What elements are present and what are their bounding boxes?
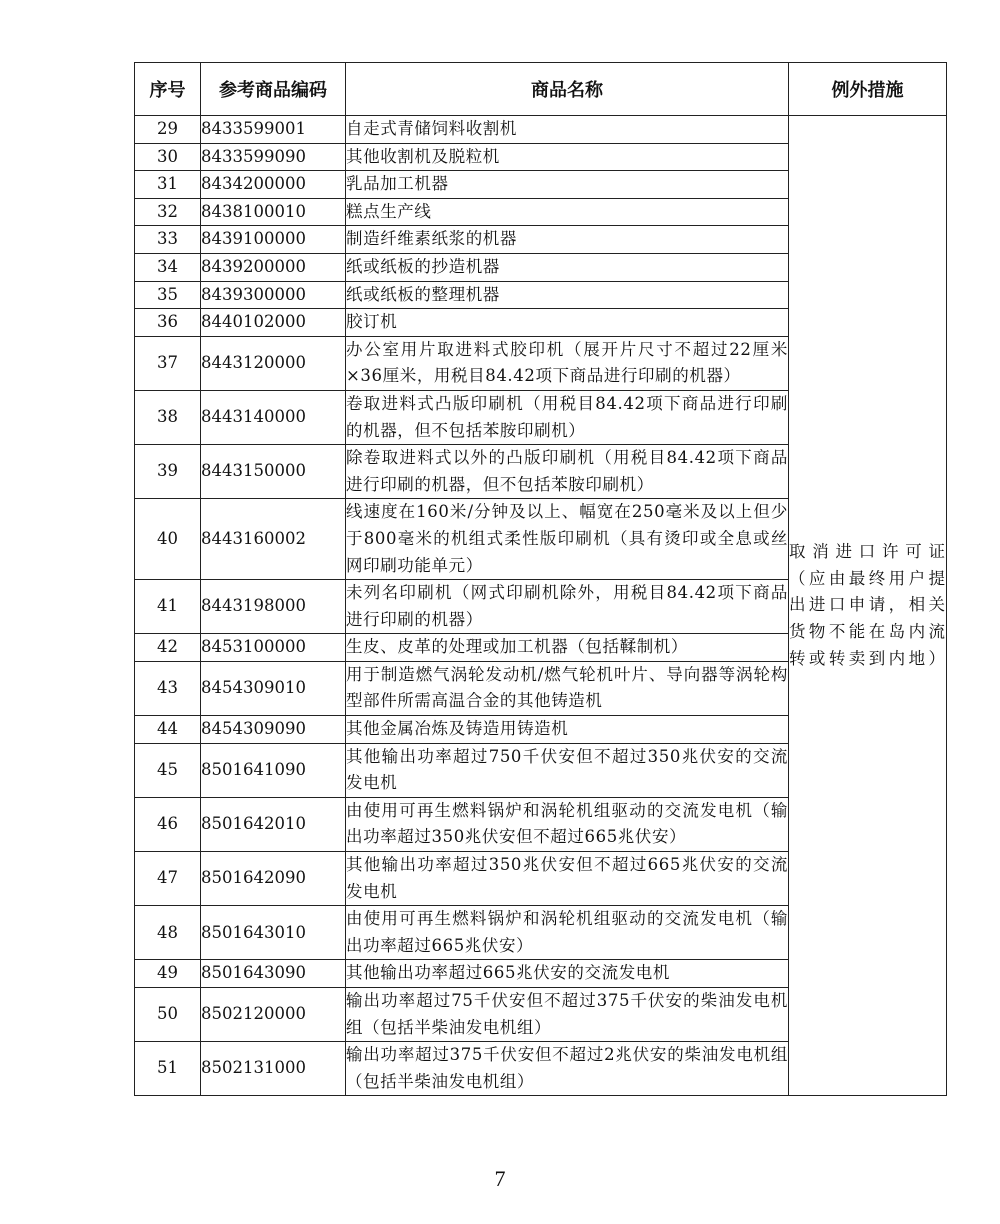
row-serial-number: 46 xyxy=(135,797,201,851)
row-goods-name: 其他输出功率超过750千伏安但不超过350兆伏安的交流发电机 xyxy=(346,743,789,797)
row-serial-number: 43 xyxy=(135,661,201,715)
row-serial-number: 38 xyxy=(135,390,201,444)
row-serial-number: 50 xyxy=(135,988,201,1042)
row-reference-code: 8443160002 xyxy=(201,499,346,580)
row-goods-name: 由使用可再生燃料锅炉和涡轮机组驱动的交流发电机（输出功率超过350兆伏安但不超过665兆伏安） xyxy=(346,797,789,851)
row-serial-number: 49 xyxy=(135,960,201,988)
row-goods-name: 制造纤维素纸浆的机器 xyxy=(346,226,789,254)
row-reference-code: 8502120000 xyxy=(201,988,346,1042)
row-goods-name: 乳品加工机器 xyxy=(346,171,789,199)
row-goods-name: 其他输出功率超过665兆伏安的交流发电机 xyxy=(346,960,789,988)
row-goods-name: 办公室用片取进料式胶印机（展开片尺寸不超过22厘米×36厘米，用税目84.42项下商品进行印刷的机器） xyxy=(346,336,789,390)
row-reference-code: 8501642090 xyxy=(201,852,346,906)
row-goods-name: 纸或纸板的整理机器 xyxy=(346,281,789,309)
row-goods-name: 糕点生产线 xyxy=(346,198,789,226)
row-serial-number: 37 xyxy=(135,336,201,390)
row-goods-name: 生皮、皮革的处理或加工机器（包括鞣制机） xyxy=(346,634,789,662)
row-goods-name: 其他输出功率超过350兆伏安但不超过665兆伏安的交流发电机 xyxy=(346,852,789,906)
row-serial-number: 31 xyxy=(135,171,201,199)
header-goods-name: 商品名称 xyxy=(346,63,789,116)
row-reference-code: 8443140000 xyxy=(201,390,346,444)
row-serial-number: 36 xyxy=(135,309,201,337)
row-reference-code: 8501642010 xyxy=(201,797,346,851)
row-goods-name: 除卷取进料式以外的凸版印刷机（用税目84.42项下商品进行印刷的机器，但不包括苯胺印刷机） xyxy=(346,445,789,499)
row-reference-code: 8439100000 xyxy=(201,226,346,254)
row-reference-code: 8501643010 xyxy=(201,906,346,960)
row-serial-number: 41 xyxy=(135,580,201,634)
row-serial-number: 34 xyxy=(135,253,201,281)
row-goods-name: 自走式青储饲料收割机 xyxy=(346,116,789,144)
table-header-row xyxy=(135,63,947,116)
row-reference-code: 8454309010 xyxy=(201,661,346,715)
row-goods-name: 线速度在160米/分钟及以上、幅宽在250毫米及以上但少于800毫米的机组式柔性版印刷机（具有烫印或全息或丝网印刷功能单元） xyxy=(346,499,789,580)
header-serial-number: 序号 xyxy=(135,63,201,116)
row-reference-code: 8438100010 xyxy=(201,198,346,226)
header-exception-measure: 例外措施 xyxy=(789,63,947,116)
row-goods-name: 用于制造燃气涡轮发动机/燃气轮机叶片、导向器等涡轮构型部件所需高温合金的其他铸造机 xyxy=(346,661,789,715)
row-reference-code: 8501641090 xyxy=(201,743,346,797)
row-reference-code: 8433599090 xyxy=(201,143,346,171)
row-reference-code: 8440102000 xyxy=(201,309,346,337)
row-goods-name: 未列名印刷机（网式印刷机除外，用税目84.42项下商品进行印刷的机器） xyxy=(346,580,789,634)
row-serial-number: 42 xyxy=(135,634,201,662)
row-goods-name: 输出功率超过75千伏安但不超过375千伏安的柴油发电机组（包括半柴油发电机组） xyxy=(346,988,789,1042)
header-reference-code: 参考商品编码 xyxy=(201,63,346,116)
row-goods-name: 由使用可再生燃料锅炉和涡轮机组驱动的交流发电机（输出功率超过665兆伏安） xyxy=(346,906,789,960)
row-reference-code: 8502131000 xyxy=(201,1042,346,1096)
row-serial-number: 35 xyxy=(135,281,201,309)
row-goods-name: 其他收割机及脱粒机 xyxy=(346,143,789,171)
row-reference-code: 8433599001 xyxy=(201,116,346,144)
row-serial-number: 40 xyxy=(135,499,201,580)
row-reference-code: 8434200000 xyxy=(201,171,346,199)
row-goods-name: 卷取进料式凸版印刷机（用税目84.42项下商品进行印刷的机器，但不包括苯胺印刷机） xyxy=(346,390,789,444)
row-serial-number: 48 xyxy=(135,906,201,960)
row-goods-name: 纸或纸板的抄造机器 xyxy=(346,253,789,281)
row-reference-code: 8501643090 xyxy=(201,960,346,988)
exception-measure-cell: 取消进口许可证（应由最终用户提出进口申请，相关货物不能在岛内流转或转卖到内地） xyxy=(789,116,947,1096)
row-serial-number: 47 xyxy=(135,852,201,906)
row-reference-code: 8443150000 xyxy=(201,445,346,499)
row-reference-code: 8454309090 xyxy=(201,716,346,744)
table-row xyxy=(135,116,947,144)
row-serial-number: 29 xyxy=(135,116,201,144)
row-reference-code: 8439200000 xyxy=(201,253,346,281)
row-serial-number: 30 xyxy=(135,143,201,171)
row-serial-number: 45 xyxy=(135,743,201,797)
row-goods-name: 其他金属冶炼及铸造用铸造机 xyxy=(346,716,789,744)
table-body xyxy=(135,116,947,1096)
row-serial-number: 32 xyxy=(135,198,201,226)
row-serial-number: 33 xyxy=(135,226,201,254)
row-reference-code: 8439300000 xyxy=(201,281,346,309)
row-reference-code: 8453100000 xyxy=(201,634,346,662)
goods-table xyxy=(134,62,947,1096)
row-reference-code: 8443120000 xyxy=(201,336,346,390)
row-serial-number: 44 xyxy=(135,716,201,744)
row-goods-name: 胶订机 xyxy=(346,309,789,337)
row-reference-code: 8443198000 xyxy=(201,580,346,634)
row-serial-number: 39 xyxy=(135,445,201,499)
row-serial-number: 51 xyxy=(135,1042,201,1096)
page-number: 7 xyxy=(494,1166,506,1191)
row-goods-name: 输出功率超过375千伏安但不超过2兆伏安的柴油发电机组（包括半柴油发电机组） xyxy=(346,1042,789,1096)
